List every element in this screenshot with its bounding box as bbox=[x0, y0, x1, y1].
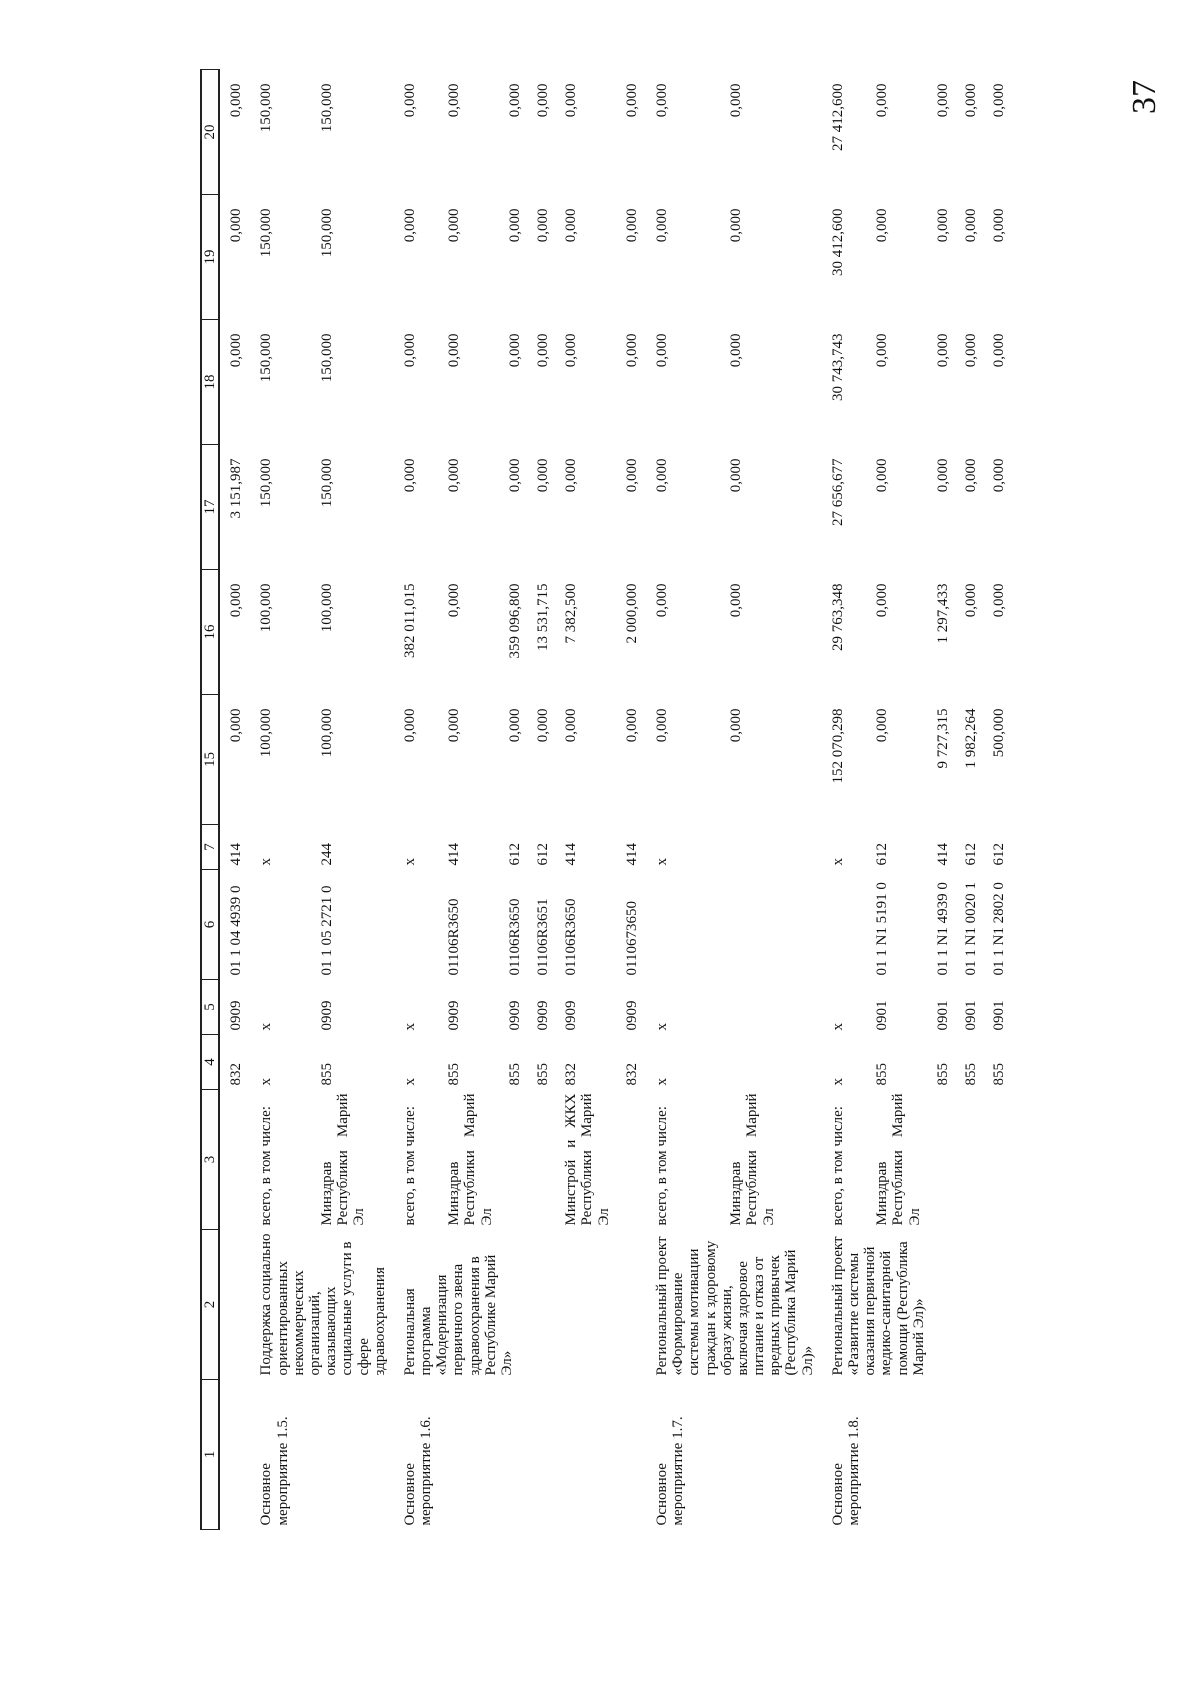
cell-value: 0,000 bbox=[446, 583, 463, 618]
cell-value: 30 412,600 bbox=[829, 208, 846, 276]
cell-expense-type: 244 bbox=[318, 843, 335, 866]
empty-cell bbox=[955, 1380, 983, 1530]
event-row bbox=[248, 70, 310, 1530]
cell-value: 2 000,000 bbox=[623, 583, 640, 644]
cell-value: 0,000 bbox=[228, 708, 245, 743]
cell-value: 0,000 bbox=[506, 208, 523, 243]
cell-value: 0,000 bbox=[228, 83, 245, 118]
cell-value: 29 763,348 bbox=[829, 583, 846, 651]
cell-section: 0901 bbox=[874, 1000, 891, 1031]
cell-value: 0,000 bbox=[506, 83, 523, 118]
cell-executor: Минстрой и ЖКХ Республики Марий Эл bbox=[563, 1093, 612, 1226]
cell-value: 0,000 bbox=[991, 83, 1008, 118]
cell-value: 0,000 bbox=[535, 708, 551, 743]
cell-executor bbox=[983, 1090, 1011, 1230]
landscape-content bbox=[200, 70, 1200, 1530]
cell-value: 0,000 bbox=[446, 708, 463, 743]
cell-value: 0,000 bbox=[874, 83, 891, 118]
cell-value: 0,000 bbox=[874, 708, 891, 743]
cell-section: 0909 bbox=[446, 1000, 463, 1031]
cell-value: 0,000 bbox=[623, 458, 640, 493]
col-header-2: 2 bbox=[201, 1230, 219, 1380]
cell-value: 0,000 bbox=[506, 708, 523, 743]
col-header-1: 1 bbox=[201, 1380, 219, 1530]
cell-value: 0,000 bbox=[535, 83, 551, 118]
cell-value: 0,000 bbox=[653, 708, 670, 743]
cell-value: 0,000 bbox=[653, 583, 670, 618]
empty-cell bbox=[311, 1380, 392, 1530]
cell-value: 3 151,987 bbox=[228, 458, 245, 519]
cell-section: х bbox=[258, 1023, 275, 1031]
cell-value: 0,000 bbox=[962, 583, 979, 618]
cell-target-article bbox=[248, 870, 310, 980]
cell-value: 0,000 bbox=[623, 208, 640, 243]
cell-executor bbox=[616, 1090, 644, 1230]
cell-value: 150,000 bbox=[318, 333, 335, 383]
cell-grbs: 855 bbox=[991, 1063, 1008, 1086]
event-row bbox=[820, 70, 866, 1530]
cell-value: 0,000 bbox=[228, 583, 245, 618]
cell-value: 0,000 bbox=[962, 83, 979, 118]
cell-executor: Минздрав Республики Марий Эл bbox=[446, 1093, 495, 1226]
event-row bbox=[644, 70, 720, 1530]
cell-value: 1 982,264 bbox=[962, 708, 979, 769]
cell-grbs: 855 bbox=[874, 1063, 891, 1086]
cell-grbs: х bbox=[829, 1078, 846, 1086]
cell-value: 27 656,677 bbox=[829, 458, 846, 526]
empty-cell bbox=[616, 1380, 644, 1530]
cell-value: 0,000 bbox=[228, 333, 245, 368]
cell-expense-type: х bbox=[829, 858, 846, 866]
events-body bbox=[248, 70, 1011, 1530]
cell-value: 9 727,315 bbox=[934, 708, 951, 769]
empty-cell bbox=[499, 1380, 527, 1530]
cell-value: 27 412,600 bbox=[829, 83, 846, 151]
cell-executor: Минздрав Республики Марий Эл bbox=[874, 1093, 923, 1226]
cell-grbs: 855 bbox=[506, 1063, 523, 1086]
cell-grbs: 855 bbox=[934, 1063, 951, 1086]
cell-value: 0,000 bbox=[623, 333, 640, 368]
cell-expense-type: 414 bbox=[446, 843, 463, 866]
cell-expense-type: 612 bbox=[535, 843, 551, 866]
cell-value: 0,000 bbox=[653, 208, 670, 243]
cell-value: 0,000 bbox=[535, 208, 551, 243]
cell-executor: всего, в том числе: bbox=[653, 1106, 670, 1226]
cell-expense-type: х bbox=[258, 858, 275, 866]
cell-value: 0,000 bbox=[446, 83, 463, 118]
cell-target-article: 01 1 05 2721 0 bbox=[318, 885, 335, 976]
cell-value: 382 011,015 bbox=[401, 583, 418, 658]
cell-value: 0,000 bbox=[962, 333, 979, 368]
cell-value: 0,000 bbox=[446, 333, 463, 368]
cell-value: 0,000 bbox=[401, 458, 418, 493]
cell-section: 0909 bbox=[318, 1000, 335, 1031]
cell-executor: всего, в том числе: bbox=[829, 1106, 846, 1226]
cell-value: 0,000 bbox=[991, 458, 1008, 493]
cell-executor bbox=[499, 1090, 527, 1230]
cell-section: 0909 bbox=[563, 1000, 580, 1031]
cell-target-article bbox=[644, 870, 720, 980]
cell-target-article: 01 1 N1 4939 0 bbox=[934, 882, 951, 976]
cell-grbs: 855 bbox=[446, 1063, 463, 1086]
empty-cell bbox=[983, 1380, 1011, 1530]
empty-cell bbox=[720, 1380, 820, 1530]
empty-cell bbox=[438, 1380, 499, 1530]
cell-target-article: 01 1 N1 2802 0 bbox=[991, 882, 1008, 976]
rotated-table-area bbox=[200, 70, 1200, 1530]
cell-value: 0,000 bbox=[563, 708, 580, 743]
cell-value: 0,000 bbox=[446, 458, 463, 493]
cell-section: х bbox=[653, 1023, 670, 1031]
col-header-7: 7 bbox=[201, 825, 219, 870]
cell-grbs: 832 bbox=[563, 1063, 580, 1086]
cell-value: 0,000 bbox=[874, 458, 891, 493]
cell-executor: всего, в том числе: bbox=[258, 1106, 275, 1226]
event-code: Основное мероприятие 1.7. bbox=[653, 1416, 687, 1526]
cell-expense-type: 414 bbox=[623, 843, 640, 866]
cell-grbs: х bbox=[401, 1078, 418, 1086]
cell-target-article: 01 1 04 4939 0 bbox=[228, 885, 245, 976]
cell-value: 0,000 bbox=[653, 458, 670, 493]
cell-expense-type: 612 bbox=[962, 843, 979, 866]
event-name: Региональная программа «Модернизация первичного звена здравоохранения в Республике Марий Эл» bbox=[401, 1254, 515, 1376]
cell-expense-type: 612 bbox=[991, 843, 1008, 866]
cell-expense-type: 612 bbox=[874, 843, 891, 866]
cell-executor: всего, в том числе: bbox=[401, 1106, 418, 1226]
cell-section: 0909 bbox=[623, 1000, 640, 1031]
cell-value: 0,000 bbox=[991, 208, 1008, 243]
cell-grbs: 832 bbox=[623, 1063, 640, 1086]
cell-expense-type: 414 bbox=[934, 843, 951, 866]
cell-section: 0901 bbox=[962, 1000, 979, 1031]
cell-value: 100,000 bbox=[318, 583, 335, 633]
cell-value: 0,000 bbox=[563, 458, 580, 493]
empty-cell bbox=[927, 1380, 955, 1530]
cell-value: 0,000 bbox=[401, 83, 418, 118]
cell-value: 0,000 bbox=[623, 708, 640, 743]
event-code: Основное мероприятие 1.5. bbox=[258, 1416, 291, 1526]
cell-target-article bbox=[820, 870, 866, 980]
col-header-17: 17 bbox=[201, 445, 219, 570]
cell-value: 0,000 bbox=[991, 333, 1008, 368]
cell-value: 0,000 bbox=[623, 83, 640, 118]
cell-value: 150,000 bbox=[258, 208, 275, 258]
cell-value: 0,000 bbox=[653, 333, 670, 368]
event-name: Региональный проект «Формирование системы мотивации граждан к здоровому образу жизни, включая здоровое питание и отказ от вредных привычек (Республика Марий Эл)» bbox=[653, 1236, 816, 1376]
cell-value: 150,000 bbox=[318, 458, 335, 508]
empty-cell bbox=[527, 1380, 555, 1530]
table-row bbox=[219, 70, 248, 1530]
cell-expense-type: х bbox=[401, 858, 418, 866]
col-header-4: 4 bbox=[201, 1035, 219, 1090]
cell-value: 0,000 bbox=[728, 583, 745, 618]
cell-expense-type: 414 bbox=[563, 843, 580, 866]
cell-value: 0,000 bbox=[563, 333, 580, 368]
event-row bbox=[392, 70, 438, 1530]
cell-executor: Минздрав Республики Марий Эл bbox=[728, 1093, 777, 1226]
cell-value: 0,000 bbox=[962, 208, 979, 243]
budget-table bbox=[200, 69, 1011, 1530]
cell-value: 0,000 bbox=[934, 458, 951, 493]
cell-value: 30 743,743 bbox=[829, 333, 846, 401]
empty-cell bbox=[555, 1380, 616, 1530]
cell-value: 0,000 bbox=[563, 83, 580, 118]
cell-target-article: 0110673650 bbox=[623, 901, 640, 976]
cell-grbs: 855 bbox=[535, 1063, 551, 1086]
cell-value: 0,000 bbox=[401, 333, 418, 368]
cell-target-article: 01106R3651 bbox=[535, 898, 551, 976]
cell-section: х bbox=[829, 1023, 846, 1031]
col-header-20: 20 bbox=[201, 70, 219, 195]
col-header-5: 5 bbox=[201, 980, 219, 1035]
cell-value: 7 382,500 bbox=[563, 583, 580, 644]
cell-value: 0,000 bbox=[728, 208, 745, 243]
cell-section: 0901 bbox=[934, 1000, 951, 1031]
cell-value: 0,000 bbox=[535, 458, 551, 493]
cell-grbs: 855 bbox=[318, 1063, 335, 1086]
cell-section: 0909 bbox=[535, 1000, 551, 1031]
cell-value: 100,000 bbox=[258, 708, 275, 758]
cell-target-article: 01 1 N1 0020 1 bbox=[962, 882, 979, 976]
cell-value: 0,000 bbox=[874, 208, 891, 243]
cell-value: 150,000 bbox=[318, 208, 335, 258]
cell-value: 0,000 bbox=[401, 708, 418, 743]
cell-value: 150,000 bbox=[318, 83, 335, 133]
empty-cell bbox=[866, 1380, 927, 1530]
cell-value: 1 297,433 bbox=[934, 583, 951, 644]
cell-target-article: 01106R3650 bbox=[563, 898, 580, 976]
col-header-18: 18 bbox=[201, 320, 219, 445]
cell-grbs: 832 bbox=[228, 1063, 245, 1086]
cell-expense-type: 414 bbox=[228, 843, 245, 866]
cell-value: 0,000 bbox=[653, 83, 670, 118]
cell-value: 0,000 bbox=[874, 583, 891, 618]
cell-value: 0,000 bbox=[934, 208, 951, 243]
cell-grbs: х bbox=[258, 1078, 275, 1086]
event-name: Региональный проект «Развитие системы оказания первичной медико-санитарной помощи (Республика Марий Эл)» bbox=[829, 1236, 927, 1376]
cell-value: 0,000 bbox=[728, 458, 745, 493]
cell-expense-type: х bbox=[653, 858, 670, 866]
cell-value: 0,000 bbox=[535, 333, 551, 368]
cell-value: 500,000 bbox=[991, 708, 1008, 758]
cell-value: 0,000 bbox=[228, 208, 245, 243]
cell-section: 0909 bbox=[506, 1000, 523, 1031]
cell-value: 100,000 bbox=[318, 708, 335, 758]
event-code: Основное мероприятие 1.6. bbox=[401, 1416, 435, 1526]
column-number-header bbox=[201, 70, 219, 1530]
cell-grbs: 855 bbox=[962, 1063, 979, 1086]
cell-section: х bbox=[401, 1023, 418, 1031]
col-header-3: 3 bbox=[201, 1090, 219, 1230]
cell-value: 0,000 bbox=[563, 208, 580, 243]
cell-value: 152 070,298 bbox=[829, 708, 846, 784]
cell-value: 0,000 bbox=[506, 333, 523, 368]
cell-section: 0901 bbox=[991, 1000, 1008, 1031]
cell-grbs: х bbox=[653, 1078, 670, 1086]
col-header-16: 16 bbox=[201, 570, 219, 695]
cell-value: 0,000 bbox=[934, 83, 951, 118]
cell-target-article bbox=[392, 870, 438, 980]
cell-value: 0,000 bbox=[962, 458, 979, 493]
cell-executor bbox=[927, 1090, 955, 1230]
cell-value: 0,000 bbox=[728, 83, 745, 118]
event-code: Основное мероприятие 1.8. bbox=[829, 1416, 862, 1526]
cell-value: 0,000 bbox=[728, 708, 745, 743]
col-header-15: 15 bbox=[201, 695, 219, 825]
cell-value: 0,000 bbox=[874, 333, 891, 368]
cell-value: 150,000 bbox=[258, 83, 275, 133]
cell-value: 0,000 bbox=[934, 333, 951, 368]
cell-target-article bbox=[720, 870, 820, 980]
cell-target-article: 01106R3650 bbox=[446, 898, 463, 976]
col-header-6: 6 bbox=[201, 870, 219, 980]
cell-value: 0,000 bbox=[728, 333, 745, 368]
cell-expense-type: 612 bbox=[506, 843, 523, 866]
cell-value: 0,000 bbox=[506, 458, 523, 493]
cell-value: 359 096,800 bbox=[506, 583, 523, 659]
cell-expense-type bbox=[720, 825, 820, 870]
event-name: Поддержка социально ориентированных некоммерческих организаций, оказывающих социальные услуги в сфере здравоохранения bbox=[258, 1233, 388, 1376]
cell-value: 0,000 bbox=[401, 208, 418, 243]
col-header-19: 19 bbox=[201, 195, 219, 320]
cell-executor bbox=[955, 1090, 983, 1230]
cell-value: 100,000 bbox=[258, 583, 275, 633]
cell-value: 0,000 bbox=[446, 208, 463, 243]
cell-section: 0909 bbox=[228, 1000, 245, 1031]
page-number: 37 bbox=[1126, 80, 1163, 114]
cell-target-article: 01 1 N1 5191 0 bbox=[874, 882, 891, 976]
cell-grbs bbox=[720, 1035, 820, 1090]
cell-value: 13 531,715 bbox=[535, 583, 551, 651]
cell-executor: Минздрав Республики Марий Эл bbox=[318, 1093, 367, 1226]
cell-target-article: 01106R3650 bbox=[506, 898, 523, 976]
cell-value: 0,000 bbox=[991, 583, 1008, 618]
cell-value: 150,000 bbox=[258, 458, 275, 508]
cell-section bbox=[720, 980, 820, 1035]
cell-value: 150,000 bbox=[258, 333, 275, 383]
cell-executor bbox=[527, 1090, 555, 1230]
